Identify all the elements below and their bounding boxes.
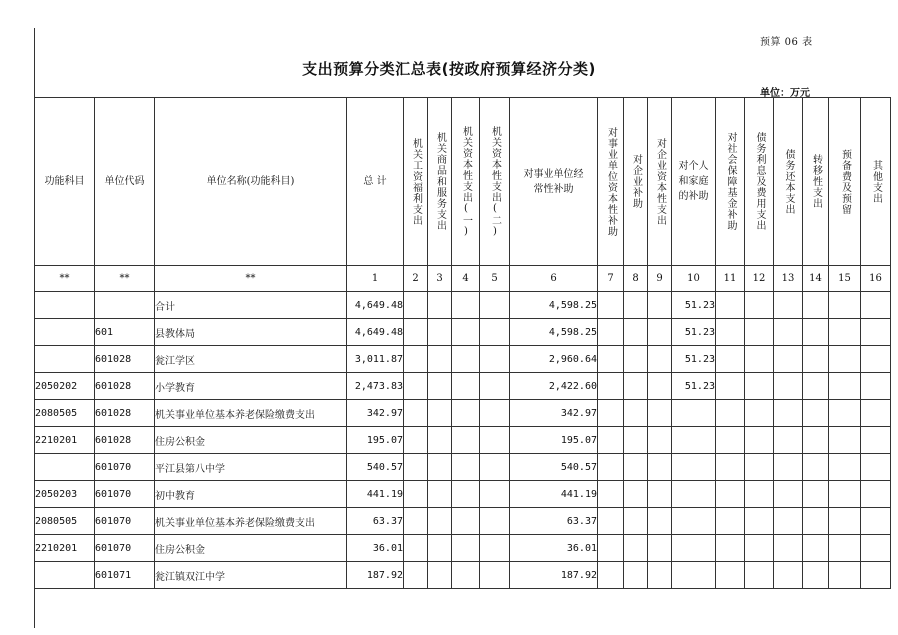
unit-name-cell: 初中教育 <box>155 481 347 508</box>
c10-cell: 51.23 <box>672 292 716 319</box>
unit-code-cell: 601 <box>95 319 155 346</box>
c13-cell <box>774 562 803 589</box>
c10-cell <box>672 508 716 535</box>
total-cell: 441.19 <box>347 481 404 508</box>
unit-name-cell: 合计 <box>155 292 347 319</box>
c12-cell <box>745 562 774 589</box>
c15-cell <box>829 454 861 481</box>
index-cell: 9 <box>648 266 672 292</box>
c11-cell <box>716 508 745 535</box>
col-header-4: 机关资本性支出(一) <box>452 98 480 266</box>
c8-cell <box>624 346 648 373</box>
c9-cell <box>648 346 672 373</box>
c6-cell: 187.92 <box>510 562 598 589</box>
c15-cell <box>829 481 861 508</box>
c15-cell <box>829 508 861 535</box>
c8-cell <box>624 292 648 319</box>
c10-cell <box>672 562 716 589</box>
c12-cell <box>745 292 774 319</box>
c12-cell <box>745 508 774 535</box>
unit-name-cell: 平江县第八中学 <box>155 454 347 481</box>
c6-cell: 63.37 <box>510 508 598 535</box>
total-cell: 4,649.48 <box>347 319 404 346</box>
c7-cell <box>598 508 624 535</box>
c6-cell: 4,598.25 <box>510 319 598 346</box>
table-row <box>35 454 891 481</box>
c5-cell <box>480 427 510 454</box>
page-title: 支出预算分类汇总表(按政府预算经济分类) <box>302 60 596 78</box>
c2-cell <box>404 400 428 427</box>
c12-cell <box>745 373 774 400</box>
col-header-unit-code: 单位代码 <box>95 98 155 266</box>
c12-cell <box>745 481 774 508</box>
c5-cell <box>480 373 510 400</box>
c11-cell <box>716 373 745 400</box>
c4-cell <box>452 319 480 346</box>
unit-name-cell: 小学教育 <box>155 373 347 400</box>
function-code-cell: 2050202 <box>35 373 95 400</box>
col-header-function: 功能科目 <box>35 98 95 266</box>
c6-cell: 441.19 <box>510 481 598 508</box>
index-cell: 15 <box>829 266 861 292</box>
col-header-5: 机关资本性支出(二) <box>480 98 510 266</box>
index-cell: ** <box>35 266 95 292</box>
index-cell: 12 <box>745 266 774 292</box>
c9-cell <box>648 562 672 589</box>
c7-cell <box>598 454 624 481</box>
c4-cell <box>452 481 480 508</box>
c9-cell <box>648 427 672 454</box>
c7-cell <box>598 400 624 427</box>
c9-cell <box>648 508 672 535</box>
c3-cell <box>428 319 452 346</box>
function-code-cell <box>35 562 95 589</box>
index-cell: ** <box>95 266 155 292</box>
c7-cell <box>598 373 624 400</box>
c7-cell <box>598 481 624 508</box>
c12-cell <box>745 346 774 373</box>
header-row <box>35 98 891 266</box>
c5-cell <box>480 535 510 562</box>
table-row <box>35 481 891 508</box>
total-cell: 195.07 <box>347 427 404 454</box>
c8-cell <box>624 319 648 346</box>
index-cell: 7 <box>598 266 624 292</box>
table-row <box>35 400 891 427</box>
function-code-cell: 2050203 <box>35 481 95 508</box>
total-cell: 342.97 <box>347 400 404 427</box>
c12-cell <box>745 427 774 454</box>
c13-cell <box>774 373 803 400</box>
c14-cell <box>803 400 829 427</box>
total-cell: 187.92 <box>347 562 404 589</box>
col-header-11: 对社会保障基金补助 <box>716 98 745 266</box>
unit-code-cell: 601070 <box>95 481 155 508</box>
c16-cell <box>861 400 891 427</box>
index-cell: 16 <box>861 266 891 292</box>
unit-name-cell: 住房公积金 <box>155 535 347 562</box>
c12-cell <box>745 319 774 346</box>
function-code-cell: 2080505 <box>35 400 95 427</box>
function-code-cell <box>35 454 95 481</box>
c10-cell: 51.23 <box>672 346 716 373</box>
col-header-14: 转移性支出 <box>803 98 829 266</box>
c8-cell <box>624 454 648 481</box>
c13-cell <box>774 319 803 346</box>
c6-cell: 342.97 <box>510 400 598 427</box>
col-header-unit-name: 单位名称(功能科目) <box>155 98 347 266</box>
c3-cell <box>428 400 452 427</box>
unit-code-cell: 601071 <box>95 562 155 589</box>
col-header-15: 预备费及预留 <box>829 98 861 266</box>
c11-cell <box>716 400 745 427</box>
c5-cell <box>480 319 510 346</box>
table-row <box>35 292 891 319</box>
c8-cell <box>624 535 648 562</box>
index-cell: 11 <box>716 266 745 292</box>
c2-cell <box>404 373 428 400</box>
c6-cell: 4,598.25 <box>510 292 598 319</box>
unit-name-cell: 瓮江镇双江中学 <box>155 562 347 589</box>
index-cell: 4 <box>452 266 480 292</box>
col-header-7: 对事业单位资本性补助 <box>598 98 624 266</box>
c11-cell <box>716 454 745 481</box>
unit-label: 单位：万元 <box>760 88 810 99</box>
unit-code-cell <box>95 292 155 319</box>
c9-cell <box>648 535 672 562</box>
c4-cell <box>452 562 480 589</box>
col-header-total: 总 计 <box>347 98 404 266</box>
total-cell: 2,473.83 <box>347 373 404 400</box>
unit-code-cell: 601070 <box>95 508 155 535</box>
c8-cell <box>624 508 648 535</box>
c12-cell <box>745 400 774 427</box>
c7-cell <box>598 292 624 319</box>
index-cell: 8 <box>624 266 648 292</box>
c11-cell <box>716 481 745 508</box>
unit-name-cell: 瓮江学区 <box>155 346 347 373</box>
c14-cell <box>803 508 829 535</box>
c16-cell <box>861 454 891 481</box>
c6-cell: 36.01 <box>510 535 598 562</box>
c16-cell <box>861 292 891 319</box>
c6-cell: 195.07 <box>510 427 598 454</box>
c4-cell <box>452 400 480 427</box>
c9-cell <box>648 292 672 319</box>
c5-cell <box>480 400 510 427</box>
c14-cell <box>803 454 829 481</box>
col-header-3: 机关商品和服务支出 <box>428 98 452 266</box>
c4-cell <box>452 373 480 400</box>
function-code-cell: 2080505 <box>35 508 95 535</box>
c5-cell <box>480 454 510 481</box>
col-header-9: 对企业资本性支出 <box>648 98 672 266</box>
c12-cell <box>745 454 774 481</box>
index-row <box>35 266 891 292</box>
index-cell: 14 <box>803 266 829 292</box>
c8-cell <box>624 373 648 400</box>
c3-cell <box>428 454 452 481</box>
c11-cell <box>716 319 745 346</box>
c15-cell <box>829 535 861 562</box>
col-header-6: 对事业单位经常性补助 <box>510 98 598 266</box>
c15-cell <box>829 319 861 346</box>
c11-cell <box>716 346 745 373</box>
c2-cell <box>404 508 428 535</box>
c3-cell <box>428 292 452 319</box>
table-row <box>35 373 891 400</box>
c13-cell <box>774 292 803 319</box>
table-row <box>35 427 891 454</box>
c7-cell <box>598 427 624 454</box>
unit-code-cell: 601028 <box>95 400 155 427</box>
budget-table <box>34 97 891 589</box>
c4-cell <box>452 427 480 454</box>
index-cell: 3 <box>428 266 452 292</box>
unit-code-cell: 601028 <box>95 373 155 400</box>
c10-cell <box>672 454 716 481</box>
c16-cell <box>861 535 891 562</box>
total-cell: 3,011.87 <box>347 346 404 373</box>
c3-cell <box>428 427 452 454</box>
index-cell: ** <box>155 266 347 292</box>
c7-cell <box>598 562 624 589</box>
c5-cell <box>480 508 510 535</box>
total-cell: 36.01 <box>347 535 404 562</box>
table-row <box>35 319 891 346</box>
c11-cell <box>716 427 745 454</box>
col-header-13: 债务还本支出 <box>774 98 803 266</box>
c3-cell <box>428 373 452 400</box>
table-row <box>35 346 891 373</box>
c16-cell <box>861 319 891 346</box>
c3-cell <box>428 346 452 373</box>
unit-code-cell: 601028 <box>95 346 155 373</box>
c9-cell <box>648 481 672 508</box>
c10-cell: 51.23 <box>672 319 716 346</box>
c14-cell <box>803 481 829 508</box>
c13-cell <box>774 346 803 373</box>
c15-cell <box>829 373 861 400</box>
c4-cell <box>452 454 480 481</box>
col-header-2: 机关工资福利支出 <box>404 98 428 266</box>
c6-cell: 2,422.60 <box>510 373 598 400</box>
c3-cell <box>428 535 452 562</box>
c2-cell <box>404 481 428 508</box>
index-cell: 1 <box>347 266 404 292</box>
c8-cell <box>624 400 648 427</box>
unit-code-cell: 601070 <box>95 454 155 481</box>
c8-cell <box>624 481 648 508</box>
c10-cell <box>672 481 716 508</box>
c16-cell <box>861 373 891 400</box>
table-row <box>35 535 891 562</box>
c5-cell <box>480 346 510 373</box>
col-header-8: 对企业补助 <box>624 98 648 266</box>
c13-cell <box>774 535 803 562</box>
col-header-10: 对个人和家庭的补助 <box>672 98 716 266</box>
c4-cell <box>452 292 480 319</box>
c13-cell <box>774 427 803 454</box>
c7-cell <box>598 346 624 373</box>
c14-cell <box>803 562 829 589</box>
c5-cell <box>480 562 510 589</box>
function-code-cell: 2210201 <box>35 535 95 562</box>
index-cell: 13 <box>774 266 803 292</box>
c7-cell <box>598 319 624 346</box>
col-header-16: 其他支出 <box>861 98 891 266</box>
c9-cell <box>648 373 672 400</box>
c8-cell <box>624 562 648 589</box>
unit-name-cell: 住房公积金 <box>155 427 347 454</box>
c13-cell <box>774 454 803 481</box>
c4-cell <box>452 508 480 535</box>
table-row <box>35 508 891 535</box>
c13-cell <box>774 400 803 427</box>
c14-cell <box>803 373 829 400</box>
c15-cell <box>829 400 861 427</box>
c2-cell <box>404 319 428 346</box>
unit-code-cell: 601070 <box>95 535 155 562</box>
c6-cell: 2,960.64 <box>510 346 598 373</box>
function-code-cell <box>35 292 95 319</box>
c14-cell <box>803 427 829 454</box>
c14-cell <box>803 292 829 319</box>
c13-cell <box>774 508 803 535</box>
unit-name-cell: 机关事业单位基本养老保险缴费支出 <box>155 508 347 535</box>
c12-cell <box>745 535 774 562</box>
c10-cell <box>672 400 716 427</box>
c2-cell <box>404 454 428 481</box>
c2-cell <box>404 535 428 562</box>
c9-cell <box>648 400 672 427</box>
c13-cell <box>774 481 803 508</box>
form-code: 预算 06 表 <box>760 37 813 48</box>
index-cell: 6 <box>510 266 598 292</box>
c2-cell <box>404 427 428 454</box>
c14-cell <box>803 535 829 562</box>
index-cell: 2 <box>404 266 428 292</box>
col-header-12: 债务利息及费用支出 <box>745 98 774 266</box>
unit-name-cell: 县教体局 <box>155 319 347 346</box>
c15-cell <box>829 562 861 589</box>
c11-cell <box>716 292 745 319</box>
c15-cell <box>829 427 861 454</box>
function-code-cell <box>35 346 95 373</box>
index-cell: 5 <box>480 266 510 292</box>
c4-cell <box>452 346 480 373</box>
c16-cell <box>861 562 891 589</box>
c8-cell <box>624 427 648 454</box>
c2-cell <box>404 562 428 589</box>
c9-cell <box>648 319 672 346</box>
total-cell: 63.37 <box>347 508 404 535</box>
c10-cell <box>672 535 716 562</box>
function-code-cell: 2210201 <box>35 427 95 454</box>
c10-cell: 51.23 <box>672 373 716 400</box>
c9-cell <box>648 454 672 481</box>
function-code-cell <box>35 319 95 346</box>
c16-cell <box>861 427 891 454</box>
c3-cell <box>428 481 452 508</box>
c2-cell <box>404 292 428 319</box>
table-row <box>35 562 891 589</box>
c16-cell <box>861 481 891 508</box>
c4-cell <box>452 535 480 562</box>
c11-cell <box>716 535 745 562</box>
c3-cell <box>428 508 452 535</box>
c2-cell <box>404 346 428 373</box>
c10-cell <box>672 427 716 454</box>
c16-cell <box>861 508 891 535</box>
c6-cell: 540.57 <box>510 454 598 481</box>
c14-cell <box>803 346 829 373</box>
c5-cell <box>480 292 510 319</box>
c11-cell <box>716 562 745 589</box>
total-cell: 540.57 <box>347 454 404 481</box>
c15-cell <box>829 292 861 319</box>
c3-cell <box>428 562 452 589</box>
c7-cell <box>598 535 624 562</box>
unit-name-cell: 机关事业单位基本养老保险缴费支出 <box>155 400 347 427</box>
c16-cell <box>861 346 891 373</box>
total-cell: 4,649.48 <box>347 292 404 319</box>
c5-cell <box>480 481 510 508</box>
c14-cell <box>803 319 829 346</box>
index-cell: 10 <box>672 266 716 292</box>
unit-code-cell: 601028 <box>95 427 155 454</box>
c15-cell <box>829 346 861 373</box>
